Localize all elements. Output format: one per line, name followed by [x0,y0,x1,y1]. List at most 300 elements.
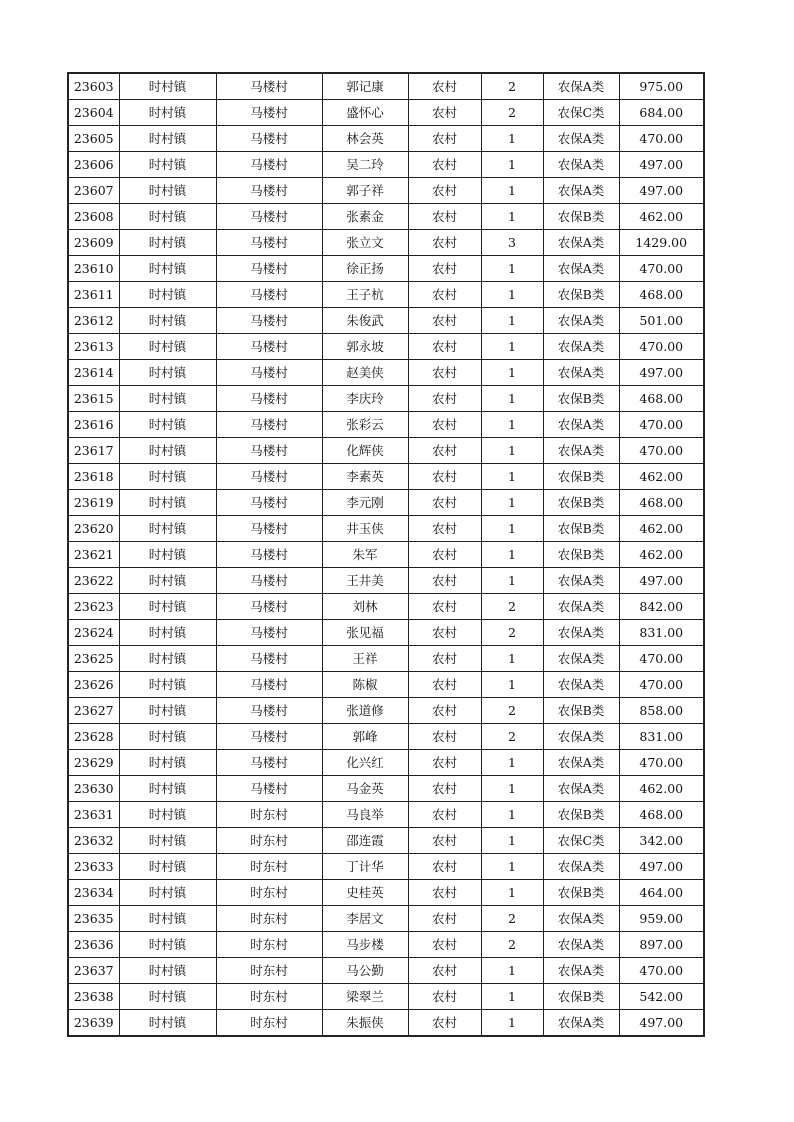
name-cell: 化兴红 [322,750,408,776]
amount-cell: 1429.00 [619,230,704,256]
table-row [68,906,704,932]
table-row [68,646,704,672]
person-count-cell: 2 [481,698,543,724]
village-cell: 时东村 [216,854,322,880]
town-cell: 时村镇 [119,542,216,568]
household-type-cell: 农村 [408,360,481,386]
insurance-category-cell: 农保A类 [543,73,619,100]
town-cell: 时村镇 [119,620,216,646]
amount-cell: 831.00 [619,724,704,750]
table-row [68,880,704,906]
village-cell: 时东村 [216,802,322,828]
insurance-category-cell: 农保A类 [543,568,619,594]
village-cell: 马楼村 [216,230,322,256]
person-count-cell: 1 [481,256,543,282]
name-cell: 马良举 [322,802,408,828]
name-cell: 郭记康 [322,73,408,100]
insurance-category-cell: 农保A类 [543,672,619,698]
town-cell: 时村镇 [119,100,216,126]
name-cell: 张立文 [322,230,408,256]
amount-cell: 497.00 [619,568,704,594]
household-type-cell: 农村 [408,932,481,958]
amount-cell: 464.00 [619,880,704,906]
serial-number-cell: 23624 [68,620,119,646]
town-cell: 时村镇 [119,698,216,724]
insurance-category-cell: 农保B类 [543,880,619,906]
village-cell: 马楼村 [216,542,322,568]
insurance-category-cell: 农保A类 [543,958,619,984]
serial-number-cell: 23628 [68,724,119,750]
insurance-category-cell: 农保A类 [543,750,619,776]
village-cell: 马楼村 [216,620,322,646]
amount-cell: 497.00 [619,1010,704,1037]
insurance-category-cell: 农保A类 [543,932,619,958]
household-type-cell: 农村 [408,698,481,724]
serial-number-cell: 23614 [68,360,119,386]
name-cell: 张彩云 [322,412,408,438]
person-count-cell: 1 [481,360,543,386]
amount-cell: 497.00 [619,854,704,880]
table-row [68,360,704,386]
name-cell: 徐正扬 [322,256,408,282]
person-count-cell: 1 [481,568,543,594]
serial-number-cell: 23630 [68,776,119,802]
person-count-cell: 1 [481,672,543,698]
village-cell: 马楼村 [216,256,322,282]
household-type-cell: 农村 [408,334,481,360]
household-type-cell: 农村 [408,542,481,568]
table-row [68,776,704,802]
amount-cell: 684.00 [619,100,704,126]
village-cell: 马楼村 [216,308,322,334]
name-cell: 马步楼 [322,932,408,958]
town-cell: 时村镇 [119,204,216,230]
amount-cell: 858.00 [619,698,704,724]
amount-cell: 470.00 [619,126,704,152]
table-row [68,126,704,152]
amount-cell: 501.00 [619,308,704,334]
name-cell: 邵连霞 [322,828,408,854]
table-row [68,828,704,854]
table-row [68,932,704,958]
serial-number-cell: 23633 [68,854,119,880]
person-count-cell: 1 [481,386,543,412]
household-type-cell: 农村 [408,412,481,438]
name-cell: 梁翠兰 [322,984,408,1010]
amount-cell: 462.00 [619,516,704,542]
household-type-cell: 农村 [408,100,481,126]
table-row [68,334,704,360]
household-type-cell: 农村 [408,750,481,776]
amount-cell: 542.00 [619,984,704,1010]
table-row [68,100,704,126]
serial-number-cell: 23619 [68,490,119,516]
insurance-category-cell: 农保B类 [543,984,619,1010]
household-type-cell: 农村 [408,958,481,984]
person-count-cell: 3 [481,230,543,256]
town-cell: 时村镇 [119,386,216,412]
person-count-cell: 1 [481,308,543,334]
village-cell: 马楼村 [216,724,322,750]
town-cell: 时村镇 [119,178,216,204]
name-cell: 张见福 [322,620,408,646]
town-cell: 时村镇 [119,152,216,178]
person-count-cell: 1 [481,334,543,360]
insurance-category-cell: 农保B类 [543,282,619,308]
household-type-cell: 农村 [408,646,481,672]
insurance-category-cell: 农保A类 [543,1010,619,1037]
household-type-cell: 农村 [408,438,481,464]
table-row [68,594,704,620]
village-cell: 马楼村 [216,360,322,386]
household-type-cell: 农村 [408,620,481,646]
amount-cell: 959.00 [619,906,704,932]
table-row [68,698,704,724]
table-row [68,542,704,568]
person-count-cell: 1 [481,854,543,880]
serial-number-cell: 23621 [68,542,119,568]
person-count-cell: 1 [481,802,543,828]
town-cell: 时村镇 [119,282,216,308]
village-cell: 时东村 [216,984,322,1010]
insurance-category-cell: 农保B类 [543,204,619,230]
name-cell: 盛怀心 [322,100,408,126]
insurance-category-cell: 农保A类 [543,854,619,880]
household-type-cell: 农村 [408,1010,481,1037]
village-cell: 马楼村 [216,100,322,126]
name-cell: 李素英 [322,464,408,490]
insurance-category-cell: 农保A类 [543,646,619,672]
household-type-cell: 农村 [408,490,481,516]
serial-number-cell: 23618 [68,464,119,490]
serial-number-cell: 23604 [68,100,119,126]
name-cell: 吴二玲 [322,152,408,178]
serial-number-cell: 23638 [68,984,119,1010]
serial-number-cell: 23634 [68,880,119,906]
table-row [68,152,704,178]
household-type-cell: 农村 [408,282,481,308]
insurance-category-cell: 农保B类 [543,698,619,724]
insurance-category-cell: 农保A类 [543,438,619,464]
insurance-category-cell: 农保A类 [543,126,619,152]
name-cell: 丁计华 [322,854,408,880]
name-cell: 马金英 [322,776,408,802]
village-cell: 马楼村 [216,490,322,516]
insurance-category-cell: 农保A类 [543,256,619,282]
household-type-cell: 农村 [408,776,481,802]
person-count-cell: 1 [481,282,543,308]
name-cell: 赵美侠 [322,360,408,386]
serial-number-cell: 23627 [68,698,119,724]
roster-table-body [68,73,704,1036]
name-cell: 李元刚 [322,490,408,516]
person-count-cell: 1 [481,1010,543,1037]
serial-number-cell: 23603 [68,73,119,100]
village-cell: 马楼村 [216,282,322,308]
person-count-cell: 2 [481,594,543,620]
serial-number-cell: 23609 [68,230,119,256]
town-cell: 时村镇 [119,412,216,438]
insurance-category-cell: 农保B类 [543,490,619,516]
serial-number-cell: 23637 [68,958,119,984]
table-row [68,958,704,984]
village-cell: 马楼村 [216,204,322,230]
serial-number-cell: 23620 [68,516,119,542]
household-type-cell: 农村 [408,230,481,256]
town-cell: 时村镇 [119,230,216,256]
town-cell: 时村镇 [119,724,216,750]
village-cell: 时东村 [216,880,322,906]
person-count-cell: 1 [481,542,543,568]
town-cell: 时村镇 [119,334,216,360]
amount-cell: 468.00 [619,802,704,828]
town-cell: 时村镇 [119,776,216,802]
insurance-category-cell: 农保A类 [543,906,619,932]
village-cell: 时东村 [216,828,322,854]
table-row [68,750,704,776]
town-cell: 时村镇 [119,126,216,152]
village-cell: 马楼村 [216,516,322,542]
household-type-cell: 农村 [408,464,481,490]
person-count-cell: 1 [481,776,543,802]
table-row [68,1010,704,1037]
household-type-cell: 农村 [408,880,481,906]
name-cell: 马公勤 [322,958,408,984]
person-count-cell: 1 [481,490,543,516]
village-cell: 马楼村 [216,750,322,776]
insurance-category-cell: 农保C类 [543,828,619,854]
amount-cell: 468.00 [619,282,704,308]
serial-number-cell: 23608 [68,204,119,230]
household-type-cell: 农村 [408,256,481,282]
person-count-cell: 2 [481,932,543,958]
town-cell: 时村镇 [119,490,216,516]
serial-number-cell: 23636 [68,932,119,958]
village-cell: 马楼村 [216,646,322,672]
table-row [68,256,704,282]
insurance-category-cell: 农保B类 [543,516,619,542]
village-cell: 时东村 [216,932,322,958]
village-cell: 马楼村 [216,594,322,620]
name-cell: 朱俊武 [322,308,408,334]
table-row [68,854,704,880]
insurance-category-cell: 农保A类 [543,776,619,802]
insurance-category-cell: 农保B类 [543,542,619,568]
table-row [68,984,704,1010]
village-cell: 马楼村 [216,386,322,412]
town-cell: 时村镇 [119,828,216,854]
town-cell: 时村镇 [119,516,216,542]
amount-cell: 470.00 [619,958,704,984]
serial-number-cell: 23626 [68,672,119,698]
amount-cell: 470.00 [619,646,704,672]
name-cell: 李居文 [322,906,408,932]
amount-cell: 470.00 [619,256,704,282]
town-cell: 时村镇 [119,438,216,464]
insurance-category-cell: 农保C类 [543,100,619,126]
person-count-cell: 1 [481,958,543,984]
serial-number-cell: 23632 [68,828,119,854]
serial-number-cell: 23635 [68,906,119,932]
person-count-cell: 2 [481,620,543,646]
serial-number-cell: 23606 [68,152,119,178]
person-count-cell: 2 [481,724,543,750]
insurance-category-cell: 农保B类 [543,464,619,490]
town-cell: 时村镇 [119,308,216,334]
person-count-cell: 1 [481,880,543,906]
name-cell: 王祥 [322,646,408,672]
household-type-cell: 农村 [408,802,481,828]
person-count-cell: 1 [481,464,543,490]
person-count-cell: 1 [481,204,543,230]
household-type-cell: 农村 [408,672,481,698]
table-row [68,308,704,334]
insurance-category-cell: 农保A类 [543,620,619,646]
amount-cell: 497.00 [619,152,704,178]
amount-cell: 470.00 [619,334,704,360]
person-count-cell: 1 [481,152,543,178]
amount-cell: 462.00 [619,776,704,802]
table-row [68,490,704,516]
household-type-cell: 农村 [408,152,481,178]
serial-number-cell: 23639 [68,1010,119,1037]
serial-number-cell: 23631 [68,802,119,828]
name-cell: 张道修 [322,698,408,724]
town-cell: 时村镇 [119,750,216,776]
name-cell: 王子杭 [322,282,408,308]
amount-cell: 497.00 [619,360,704,386]
village-cell: 马楼村 [216,412,322,438]
household-type-cell: 农村 [408,308,481,334]
village-cell: 时东村 [216,906,322,932]
village-cell: 马楼村 [216,178,322,204]
serial-number-cell: 23612 [68,308,119,334]
village-cell: 马楼村 [216,438,322,464]
person-count-cell: 1 [481,438,543,464]
amount-cell: 470.00 [619,438,704,464]
town-cell: 时村镇 [119,256,216,282]
town-cell: 时村镇 [119,360,216,386]
town-cell: 时村镇 [119,802,216,828]
table-row [68,282,704,308]
household-type-cell: 农村 [408,854,481,880]
table-row [68,73,704,100]
amount-cell: 462.00 [619,464,704,490]
insurance-category-cell: 农保A类 [543,594,619,620]
table-row [68,802,704,828]
person-count-cell: 1 [481,412,543,438]
insurance-category-cell: 农保A类 [543,308,619,334]
insurance-category-cell: 农保A类 [543,178,619,204]
amount-cell: 462.00 [619,542,704,568]
serial-number-cell: 23629 [68,750,119,776]
person-count-cell: 1 [481,984,543,1010]
household-type-cell: 农村 [408,178,481,204]
household-type-cell: 农村 [408,73,481,100]
amount-cell: 462.00 [619,204,704,230]
town-cell: 时村镇 [119,958,216,984]
household-type-cell: 农村 [408,984,481,1010]
household-type-cell: 农村 [408,906,481,932]
amount-cell: 470.00 [619,412,704,438]
town-cell: 时村镇 [119,646,216,672]
village-cell: 马楼村 [216,568,322,594]
person-count-cell: 2 [481,906,543,932]
serial-number-cell: 23611 [68,282,119,308]
village-cell: 马楼村 [216,73,322,100]
insurance-category-cell: 农保B类 [543,802,619,828]
town-cell: 时村镇 [119,594,216,620]
name-cell: 朱军 [322,542,408,568]
village-cell: 马楼村 [216,776,322,802]
person-count-cell: 1 [481,828,543,854]
serial-number-cell: 23617 [68,438,119,464]
amount-cell: 468.00 [619,490,704,516]
household-type-cell: 农村 [408,126,481,152]
village-cell: 马楼村 [216,464,322,490]
village-cell: 时东村 [216,1010,322,1037]
name-cell: 郭峰 [322,724,408,750]
person-count-cell: 2 [481,73,543,100]
amount-cell: 897.00 [619,932,704,958]
village-cell: 马楼村 [216,334,322,360]
village-cell: 马楼村 [216,126,322,152]
table-row [68,672,704,698]
amount-cell: 842.00 [619,594,704,620]
town-cell: 时村镇 [119,854,216,880]
household-type-cell: 农村 [408,516,481,542]
amount-cell: 468.00 [619,386,704,412]
town-cell: 时村镇 [119,880,216,906]
person-count-cell: 1 [481,646,543,672]
amount-cell: 831.00 [619,620,704,646]
village-cell: 时东村 [216,958,322,984]
name-cell: 化辉侠 [322,438,408,464]
table-row [68,516,704,542]
village-cell: 马楼村 [216,698,322,724]
table-row [68,620,704,646]
amount-cell: 470.00 [619,672,704,698]
amount-cell: 342.00 [619,828,704,854]
serial-number-cell: 23625 [68,646,119,672]
town-cell: 时村镇 [119,906,216,932]
serial-number-cell: 23613 [68,334,119,360]
insurance-category-cell: 农保A类 [543,230,619,256]
serial-number-cell: 23607 [68,178,119,204]
town-cell: 时村镇 [119,672,216,698]
insurance-category-cell: 农保A类 [543,360,619,386]
town-cell: 时村镇 [119,932,216,958]
table-row [68,386,704,412]
table-row [68,724,704,750]
person-count-cell: 1 [481,516,543,542]
serial-number-cell: 23623 [68,594,119,620]
village-cell: 马楼村 [216,672,322,698]
household-type-cell: 农村 [408,568,481,594]
person-count-cell: 1 [481,178,543,204]
table-row [68,204,704,230]
town-cell: 时村镇 [119,984,216,1010]
household-type-cell: 农村 [408,386,481,412]
insurance-category-cell: 农保A类 [543,724,619,750]
town-cell: 时村镇 [119,1010,216,1037]
serial-number-cell: 23616 [68,412,119,438]
amount-cell: 497.00 [619,178,704,204]
insurance-category-cell: 农保B类 [543,386,619,412]
roster-table [67,72,705,1037]
household-type-cell: 农村 [408,204,481,230]
name-cell: 王井美 [322,568,408,594]
